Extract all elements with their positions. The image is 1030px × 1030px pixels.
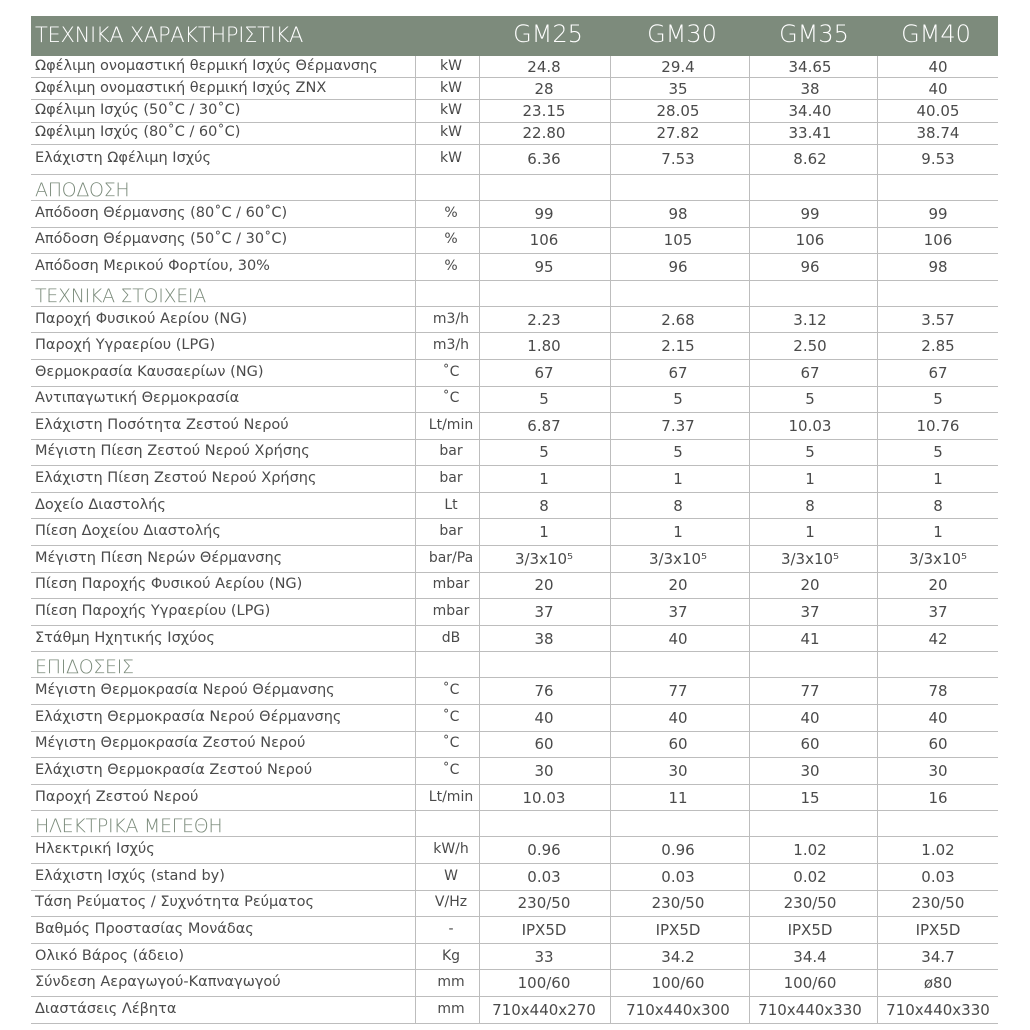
table-row <box>31 145 998 175</box>
row-unit: kW <box>440 101 462 118</box>
row-label: Αντιπαγωτική Θερμοκρασία <box>35 390 240 407</box>
cell-value-gm35: 8 <box>805 496 815 515</box>
cell-value-gm25: 710x440x270 <box>492 1000 596 1019</box>
cell-value-gm30: 105 <box>663 231 693 250</box>
row-label: Μέγιστη Πίεση Ζεστού Νερού Χρήσης <box>35 443 310 460</box>
row-unit: mm <box>437 1000 465 1017</box>
cell-value-gm30: 35 <box>668 79 688 98</box>
row-label: Ελάχιστη Ποσότητα Ζεστού Νερού <box>35 416 289 433</box>
cell-value-gm40: 34.7 <box>921 947 955 966</box>
row-label: Ωφέλιμη Ισχύς (80˚C / 60˚C) <box>35 124 241 141</box>
cell-value-gm35: 3.12 <box>793 310 827 329</box>
cell-value-gm25: 230/50 <box>517 894 571 913</box>
table-row <box>31 678 998 705</box>
cell-value-gm25: 40 <box>534 708 554 727</box>
table-row <box>31 785 998 812</box>
table-row <box>31 546 998 573</box>
cell-value-gm30: 7.37 <box>661 416 695 435</box>
row-label: Ελάχιστη Πίεση Ζεστού Νερού Χρήσης <box>35 470 317 487</box>
cell-value-gm40: 20 <box>928 576 948 595</box>
cell-value-gm40: 3.57 <box>921 310 955 329</box>
cell-value-gm25: 6.36 <box>527 150 561 169</box>
cell-value-gm40: 98 <box>928 257 948 276</box>
cell-value-gm35: 41 <box>800 629 820 648</box>
row-unit: Lt/min <box>428 788 474 805</box>
table-row <box>31 413 998 440</box>
section-heading <box>31 281 998 307</box>
cell-value-gm40: 99 <box>928 204 948 223</box>
row-label: Ωφέλιμη ονομαστική θερμική Ισχύς ZNX <box>35 79 327 96</box>
row-unit: W <box>444 867 458 884</box>
row-unit: kW/h <box>433 841 469 858</box>
table-row <box>31 944 998 971</box>
row-unit: % <box>444 231 458 248</box>
section-title: ΑΠΟΔΟΣΗ <box>35 178 130 201</box>
cell-value-gm40: 9.53 <box>921 150 955 169</box>
cell-value-gm35: 77 <box>800 682 820 701</box>
row-unit: Lt/min <box>428 416 474 433</box>
row-label: Μέγιστη Θερμοκρασία Νερού Θέρμανσης <box>35 682 335 699</box>
cell-value-gm25: 0.03 <box>527 867 561 886</box>
cell-value-gm35: 60 <box>800 735 820 754</box>
cell-value-gm35: 1 <box>805 470 815 489</box>
cell-value-gm35: 96 <box>800 257 820 276</box>
row-label: Παροχή Ζεστού Νερού <box>35 788 199 805</box>
cell-value-gm30: IPX5D <box>655 920 701 939</box>
row-unit: ˚C <box>442 762 460 779</box>
cell-value-gm40: IPX5D <box>915 920 961 939</box>
cell-value-gm35: 230/50 <box>783 894 837 913</box>
row-unit: m3/h <box>432 337 470 354</box>
row-unit: kW <box>440 124 462 141</box>
cell-value-gm30: 96 <box>668 257 688 276</box>
cell-value-gm40: 1.02 <box>921 841 955 860</box>
cell-value-gm30: 37 <box>668 603 688 622</box>
table-row <box>31 970 998 997</box>
cell-value-gm40: 10.76 <box>916 416 960 435</box>
table-row <box>31 705 998 732</box>
table-title: ΤΕΧΝΙΚΑ ΧΑΡΑΚΤΗΡΙΣΤΙΚΑ <box>35 23 304 47</box>
row-label: Δοχείο Διαστολής <box>35 496 166 513</box>
row-unit: kW <box>440 57 462 74</box>
cell-value-gm30: 40 <box>668 629 688 648</box>
cell-value-gm35: 33.41 <box>788 124 832 143</box>
cell-value-gm35: 40 <box>800 708 820 727</box>
row-label: Ελάχιστη Θερμοκρασία Ζεστού Νερού <box>35 762 313 779</box>
row-label: Σύνδεση Αεραγωγού-Καπναγωγού <box>35 974 281 991</box>
cell-value-gm25: 3/3x10⁵ <box>514 549 574 568</box>
row-label: Ελάχιστη Ισχύς (stand by) <box>35 867 225 884</box>
cell-value-gm25: 60 <box>534 735 554 754</box>
cell-value-gm35: IPX5D <box>787 920 833 939</box>
cell-value-gm30: 2.15 <box>661 337 695 356</box>
cell-value-gm25: 28 <box>534 79 554 98</box>
table-row <box>31 466 998 493</box>
row-unit: kW <box>440 79 462 96</box>
row-label: Πίεση Παροχής Υγραερίου (LPG) <box>35 603 271 620</box>
cell-value-gm35: 30 <box>800 762 820 781</box>
cell-value-gm35: 106 <box>795 231 825 250</box>
cell-value-gm30: 100/60 <box>651 974 705 993</box>
cell-value-gm30: 40 <box>668 708 688 727</box>
cell-value-gm40: 40 <box>928 708 948 727</box>
cell-value-gm40: 30 <box>928 762 948 781</box>
cell-value-gm35: 0.02 <box>793 867 827 886</box>
table-row <box>31 917 998 944</box>
cell-value-gm30: 20 <box>668 576 688 595</box>
cell-value-gm25: 67 <box>534 363 554 382</box>
cell-value-gm40: 106 <box>923 231 953 250</box>
table-row <box>31 519 998 546</box>
section-heading <box>31 652 998 678</box>
cell-value-gm25: 95 <box>534 257 554 276</box>
cell-value-gm30: 29.4 <box>661 57 695 76</box>
column-divider <box>877 56 878 1024</box>
cell-value-gm30: 98 <box>668 204 688 223</box>
cell-value-gm25: 99 <box>534 204 554 223</box>
row-label: Ηλεκτρική Ισχύς <box>35 841 155 858</box>
table-row <box>31 100 998 122</box>
table-row <box>31 573 998 600</box>
cell-value-gm30: 8 <box>673 496 683 515</box>
spec-table <box>31 16 998 1024</box>
cell-value-gm40: 8 <box>933 496 943 515</box>
table-row <box>31 758 998 785</box>
cell-value-gm35: 99 <box>800 204 820 223</box>
cell-value-gm30: 230/50 <box>651 894 705 913</box>
cell-value-gm40: 78 <box>928 682 948 701</box>
row-unit: bar <box>439 443 463 460</box>
row-unit: m3/h <box>432 310 470 327</box>
cell-value-gm40: 67 <box>928 363 948 382</box>
section-title: ΤΕΧΝΙΚΑ ΣΤΟΙΧΕΙΑ <box>35 284 206 307</box>
cell-value-gm35: 3/3x10⁵ <box>780 549 840 568</box>
cell-value-gm40: 3/3x10⁵ <box>908 549 968 568</box>
row-label: Ωφέλιμη Ισχύς (50˚C / 30˚C) <box>35 101 241 118</box>
cell-value-gm25: 33 <box>534 947 554 966</box>
cell-value-gm30: 5 <box>673 390 683 409</box>
row-unit: - <box>448 920 454 937</box>
row-label: Απόδοση Θέρμανσης (50˚C / 30˚C) <box>35 231 288 248</box>
table-row <box>31 997 998 1024</box>
cell-value-gm40: 1 <box>933 470 943 489</box>
cell-value-gm30: 28.05 <box>656 101 700 120</box>
cell-value-gm30: 0.03 <box>661 867 695 886</box>
row-unit: ˚C <box>442 390 460 407</box>
row-label: Βαθμός Προστασίας Μονάδας <box>35 920 254 937</box>
table-row <box>31 333 998 360</box>
cell-value-gm25: 2.23 <box>527 310 561 329</box>
cell-value-gm30: 1 <box>673 523 683 542</box>
row-unit: mbar <box>432 603 470 620</box>
cell-value-gm40: 230/50 <box>911 894 965 913</box>
cell-value-gm30: 67 <box>668 363 688 382</box>
column-divider <box>610 56 611 1024</box>
table-row <box>31 440 998 467</box>
cell-value-gm40: 1 <box>933 523 943 542</box>
table-row <box>31 78 998 100</box>
cell-value-gm30: 7.53 <box>661 150 695 169</box>
row-unit: Lt <box>444 496 458 513</box>
cell-value-gm25: 10.03 <box>522 788 566 807</box>
cell-value-gm40: ø80 <box>923 974 953 993</box>
cell-value-gm30: 11 <box>668 788 688 807</box>
cell-value-gm35: 34.65 <box>788 57 832 76</box>
cell-value-gm25: 22.80 <box>522 124 566 143</box>
row-unit: mbar <box>432 576 470 593</box>
cell-value-gm25: 37 <box>534 603 554 622</box>
cell-value-gm35: 67 <box>800 363 820 382</box>
cell-value-gm40: 40.05 <box>916 101 960 120</box>
row-unit: V/Hz <box>434 894 468 911</box>
section-heading <box>31 811 998 837</box>
table-row <box>31 228 998 255</box>
table-row <box>31 493 998 520</box>
cell-value-gm30: 710x440x300 <box>626 1000 730 1019</box>
cell-value-gm35: 10.03 <box>788 416 832 435</box>
table-row <box>31 732 998 759</box>
table-row <box>31 56 998 78</box>
table-row <box>31 123 998 145</box>
row-unit: ˚C <box>442 735 460 752</box>
row-unit: % <box>444 257 458 274</box>
cell-value-gm40: 0.03 <box>921 867 955 886</box>
row-label: Ωφέλιμη ονομαστική θερμική Ισχύς Θέρμανσης <box>35 57 378 74</box>
table-row <box>31 307 998 334</box>
row-label: Διαστάσεις Λέβητα <box>35 1000 177 1017</box>
cell-value-gm30: 5 <box>673 443 683 462</box>
cell-value-gm40: 40 <box>928 79 948 98</box>
row-label: Ελάχιστη Ωφέλιμη Ισχύς <box>35 150 212 167</box>
table-header <box>31 16 998 56</box>
model-column-gm35: GM35 <box>779 20 849 48</box>
cell-value-gm25: IPX5D <box>521 920 567 939</box>
cell-value-gm35: 8.62 <box>793 150 827 169</box>
cell-value-gm40: 2.85 <box>921 337 955 356</box>
model-column-gm40: GM40 <box>901 20 971 48</box>
row-label: Ελάχιστη Θερμοκρασία Νερού Θέρμανσης <box>35 708 342 725</box>
table-row <box>31 837 998 864</box>
cell-value-gm40: 42 <box>928 629 948 648</box>
cell-value-gm35: 5 <box>805 390 815 409</box>
cell-value-gm40: 60 <box>928 735 948 754</box>
section-heading <box>31 175 998 201</box>
row-unit: Kg <box>441 947 461 964</box>
row-label: Θερμοκρασία Καυσαερίων (NG) <box>35 363 264 380</box>
row-label: Μέγιστη Πίεση Νερών Θέρμανσης <box>35 549 283 566</box>
row-label: Ολικό Βάρος (άδειο) <box>35 947 184 964</box>
section-title: ΗΛΕΚΤΡΙΚΑ ΜΕΓΕΘΗ <box>35 815 223 838</box>
table-row <box>31 201 998 228</box>
cell-value-gm25: 38 <box>534 629 554 648</box>
cell-value-gm35: 20 <box>800 576 820 595</box>
cell-value-gm25: 100/60 <box>517 974 571 993</box>
cell-value-gm35: 15 <box>800 788 820 807</box>
cell-value-gm35: 2.50 <box>793 337 827 356</box>
row-label: Απόδοση Θέρμανσης (80˚C / 60˚C) <box>35 204 288 221</box>
cell-value-gm25: 30 <box>534 762 554 781</box>
cell-value-gm35: 38 <box>800 79 820 98</box>
cell-value-gm40: 40 <box>928 57 948 76</box>
cell-value-gm25: 106 <box>529 231 559 250</box>
row-unit: % <box>444 204 458 221</box>
cell-value-gm25: 24.8 <box>527 57 561 76</box>
cell-value-gm30: 27.82 <box>656 124 700 143</box>
row-unit: mm <box>437 974 465 991</box>
row-unit: bar <box>439 523 463 540</box>
cell-value-gm30: 34.2 <box>661 947 695 966</box>
row-label: Πίεση Παροχής Φυσικού Αερίου (NG) <box>35 576 303 593</box>
row-label: Μέγιστη Θερμοκρασία Ζεστού Νερού <box>35 735 306 752</box>
section-title: ΕΠΙΔΟΣΕΙΣ <box>35 656 134 679</box>
table-row <box>31 254 998 281</box>
cell-value-gm30: 1 <box>673 470 683 489</box>
cell-value-gm40: 5 <box>933 390 943 409</box>
cell-value-gm35: 1.02 <box>793 841 827 860</box>
cell-value-gm30: 2.68 <box>661 310 695 329</box>
row-label: Απόδοση Μερικού Φορτίου, 30% <box>35 257 270 274</box>
cell-value-gm25: 5 <box>539 390 549 409</box>
column-divider <box>415 56 416 1024</box>
cell-value-gm25: 5 <box>539 443 549 462</box>
cell-value-gm30: 3/3x10⁵ <box>648 549 708 568</box>
cell-value-gm25: 0.96 <box>527 841 561 860</box>
cell-value-gm25: 1 <box>539 523 549 542</box>
cell-value-gm40: 5 <box>933 443 943 462</box>
cell-value-gm25: 1.80 <box>527 337 561 356</box>
row-unit: bar/Pa <box>428 549 474 566</box>
cell-value-gm30: 30 <box>668 762 688 781</box>
column-divider <box>479 56 480 1024</box>
cell-value-gm25: 76 <box>534 682 554 701</box>
cell-value-gm40: 16 <box>928 788 948 807</box>
cell-value-gm35: 34.4 <box>793 947 827 966</box>
table-row <box>31 360 998 387</box>
cell-value-gm40: 37 <box>928 603 948 622</box>
cell-value-gm30: 0.96 <box>661 841 695 860</box>
cell-value-gm25: 1 <box>539 470 549 489</box>
cell-value-gm25: 8 <box>539 496 549 515</box>
cell-value-gm35: 34.40 <box>788 101 832 120</box>
row-unit: dB <box>441 629 461 646</box>
model-column-gm30: GM30 <box>647 20 717 48</box>
row-unit: ˚C <box>442 708 460 725</box>
table-row <box>31 891 998 918</box>
row-unit: ˚C <box>442 363 460 380</box>
cell-value-gm30: 77 <box>668 682 688 701</box>
cell-value-gm35: 37 <box>800 603 820 622</box>
cell-value-gm25: 20 <box>534 576 554 595</box>
row-unit: bar <box>439 470 463 487</box>
table-row <box>31 864 998 891</box>
cell-value-gm30: 60 <box>668 735 688 754</box>
table-body <box>31 56 998 1024</box>
cell-value-gm25: 23.15 <box>522 101 566 120</box>
column-divider <box>749 56 750 1024</box>
row-label: Τάση Ρεύματος / Συχνότητα Ρεύματος <box>35 894 314 911</box>
cell-value-gm25: 6.87 <box>527 416 561 435</box>
table-row <box>31 626 998 653</box>
row-label: Πίεση Δοχείου Διαστολής <box>35 523 221 540</box>
cell-value-gm35: 5 <box>805 443 815 462</box>
cell-value-gm40: 710x440x330 <box>886 1000 990 1019</box>
cell-value-gm40: 38.74 <box>916 124 960 143</box>
table-row <box>31 599 998 626</box>
row-unit: ˚C <box>442 682 460 699</box>
table-row <box>31 387 998 414</box>
model-column-gm25: GM25 <box>513 20 583 48</box>
cell-value-gm35: 100/60 <box>783 974 837 993</box>
row-label: Παροχή Υγραερίου (LPG) <box>35 337 216 354</box>
row-label: Στάθμη Ηχητικής Ισχύος <box>35 629 215 646</box>
row-label: Παροχή Φυσικού Αερίου (NG) <box>35 310 248 327</box>
cell-value-gm35: 710x440x330 <box>758 1000 862 1019</box>
row-unit: kW <box>440 150 462 167</box>
cell-value-gm35: 1 <box>805 523 815 542</box>
